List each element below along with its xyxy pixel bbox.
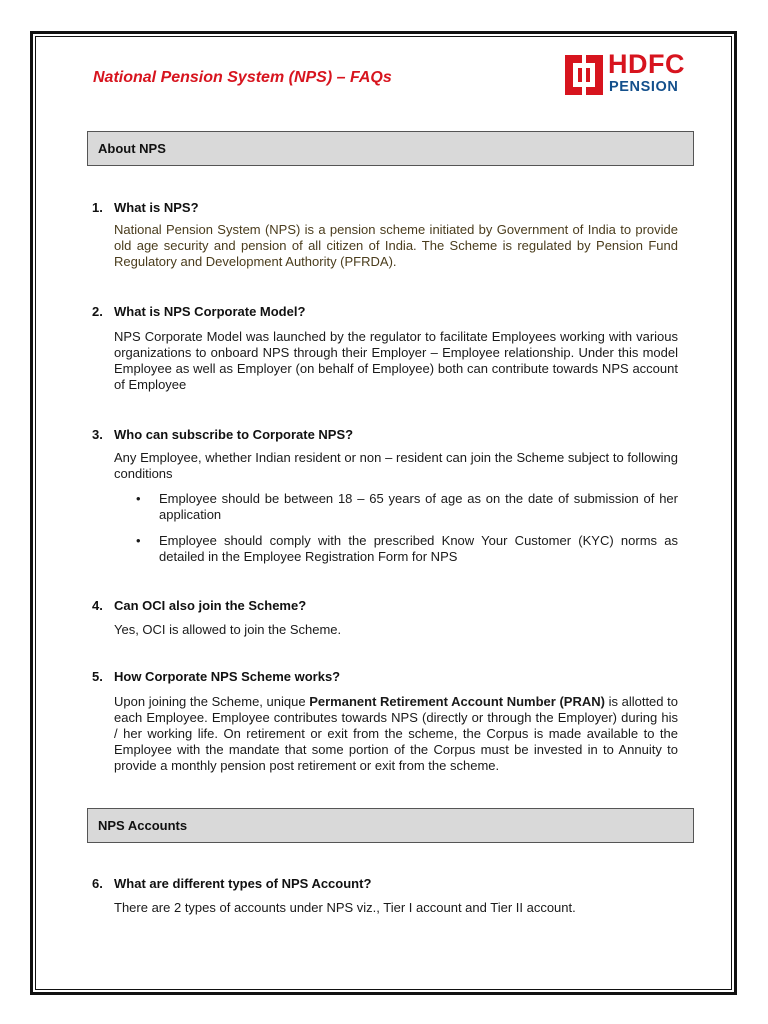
list-item: • Employee should comply with the prescribed Know Your Customer (KYC) norms as detailed in the Employee Registration Form for NPS [136, 533, 678, 564]
logo-text-pension: PENSION [609, 79, 679, 95]
faq-3-conditions-list [114, 491, 678, 575]
logo-text-hdfc: HDFC [608, 49, 685, 79]
faq-question-text: How Corporate NPS Scheme works? [114, 669, 341, 684]
pran-term: Permanent Retirement Account Number (PRAN) [309, 694, 605, 709]
faq-answer-4: Yes, OCI is allowed to join the Scheme. [114, 622, 342, 637]
faq-question-text: Can OCI also join the Scheme? [114, 598, 307, 613]
faq-number: 3. [92, 427, 103, 442]
faq-question-4 [92, 598, 698, 613]
hdfc-pension-logo [565, 49, 710, 98]
bullet-icon: • [136, 533, 141, 548]
faq-question-3 [92, 427, 698, 442]
section-heading-label: About NPS [98, 141, 166, 156]
faq-question-1 [92, 200, 698, 215]
document-title: National Pension System (NPS) – FAQs [93, 69, 392, 86]
faq-answer-5: Upon joining the Scheme, unique Permanent Retirement Account Number (PRAN) is allotted to each Employee. Employee contributes towards NPS (directly or through the Employer) during his / her working life. On retirement or exit from the scheme, the Corpus is made available to the Employee with the mandate that some portion of the Corpus must be invested in to Annuity to provide a monthly pension post retirement or exit from the scheme. [114, 694, 678, 773]
section-heading-label: NPS Accounts [98, 818, 188, 833]
faq-answer-1: National Pension System (NPS) is a pension scheme initiated by Government of India to provide old age security and pension of all citizen of India. The Scheme is regulated by Pension Fund Regulatory and Development Authority (PFRDA). [114, 222, 678, 269]
faq-answer-6: There are 2 types of accounts under NPS viz., Tier I account and Tier II account. [114, 900, 576, 915]
section-heading-about-nps [87, 131, 694, 166]
faq-number: 5. [92, 669, 103, 684]
faq-question-2 [92, 304, 698, 319]
faq-answer-3: Any Employee, whether Indian resident or non – resident can join the Scheme subject to following conditions [114, 450, 678, 481]
faq-number: 1. [92, 200, 103, 215]
faq-question-6 [92, 876, 698, 891]
faq-question-text: What are different types of NPS Account? [114, 876, 372, 891]
faq-number: 2. [92, 304, 103, 319]
faq-answer-2: NPS Corporate Model was launched by the regulator to facilitate Employees working with various organizations to onboard NPS through their Employer – Employee relationship. Under this model Employee as well as Employer (on behalf of Employee) both can contribute towards NPS account of Employee [114, 329, 678, 392]
bullet-icon: • [136, 491, 141, 506]
faq-question-text: What is NPS? [114, 200, 199, 215]
faq-question-text: What is NPS Corporate Model? [114, 304, 306, 319]
section-heading-nps-accounts [87, 808, 694, 843]
faq-question-5 [92, 669, 698, 684]
faq-question-text: Who can subscribe to Corporate NPS? [114, 427, 354, 442]
list-item: • Employee should be between 18 – 65 years of age as on the date of submission of her application [136, 491, 678, 522]
hdfc-logo-icon [565, 55, 603, 95]
faq-number: 6. [92, 876, 103, 891]
faq-number: 4. [92, 598, 103, 613]
